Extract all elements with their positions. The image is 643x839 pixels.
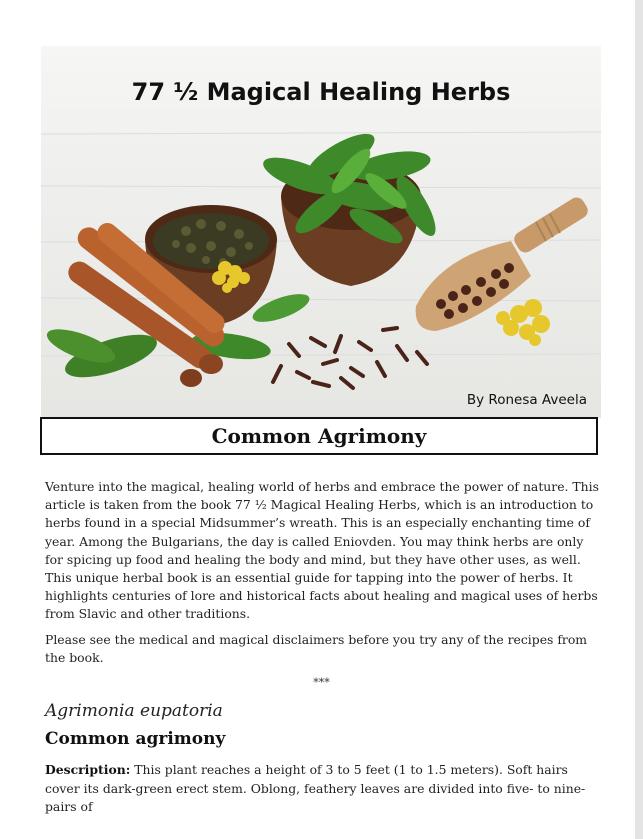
disclaimer-paragraph: Please see the medical and magical disclaimers before you try any of the recipes from the book. (45, 632, 588, 666)
section-separator: *** (313, 676, 330, 689)
scattered-cloves (273, 328, 427, 388)
cover-image (41, 46, 601, 418)
wooden-scoop-with-cloves (416, 194, 591, 331)
section-heading: Common Agrimony (40, 417, 598, 455)
intro-paragraph: Venture into the magical, healing world of herbs and embrace the power of nature. This article is taken from the book 77 ½ Magical Healing Herbs, which is an introduction to herbs found in a special Midsummer’s wreath. This is an especially enchanting time of year. Among the Bulgarians, the day is called Eniovden. You may think herbs are only for spicing up food and healing the body and mind, but they have other uses, as well. This unique herbal book is an essential guide for tapping into the power of herbs. It highlights centuries of lore and historical facts about healing and magical uses of herbs from Slavic and other traditions. (45, 479, 599, 622)
herb-description (45, 761, 601, 817)
green-herb-bowl (259, 126, 443, 286)
description-label: Description: (45, 762, 131, 777)
herb-latin-name: Agrimonia eupatoria (45, 701, 223, 721)
description-text: This plant reaches a height of 3 to 5 feet (1 to 1.5 meters). Soft hairs cover its dark-green erect stem. Oblong, feathery leaves are divided into five- to nine- pairs of (45, 762, 586, 815)
herb-common-name: Common agrimony (45, 729, 226, 749)
page-scrollbar-track[interactable] (635, 0, 643, 839)
yellow-flower-cluster (496, 299, 550, 346)
book-title: 77 ½ Magical Healing Herbs (131, 78, 511, 106)
book-author: By Ronesa Aveela (466, 392, 587, 408)
